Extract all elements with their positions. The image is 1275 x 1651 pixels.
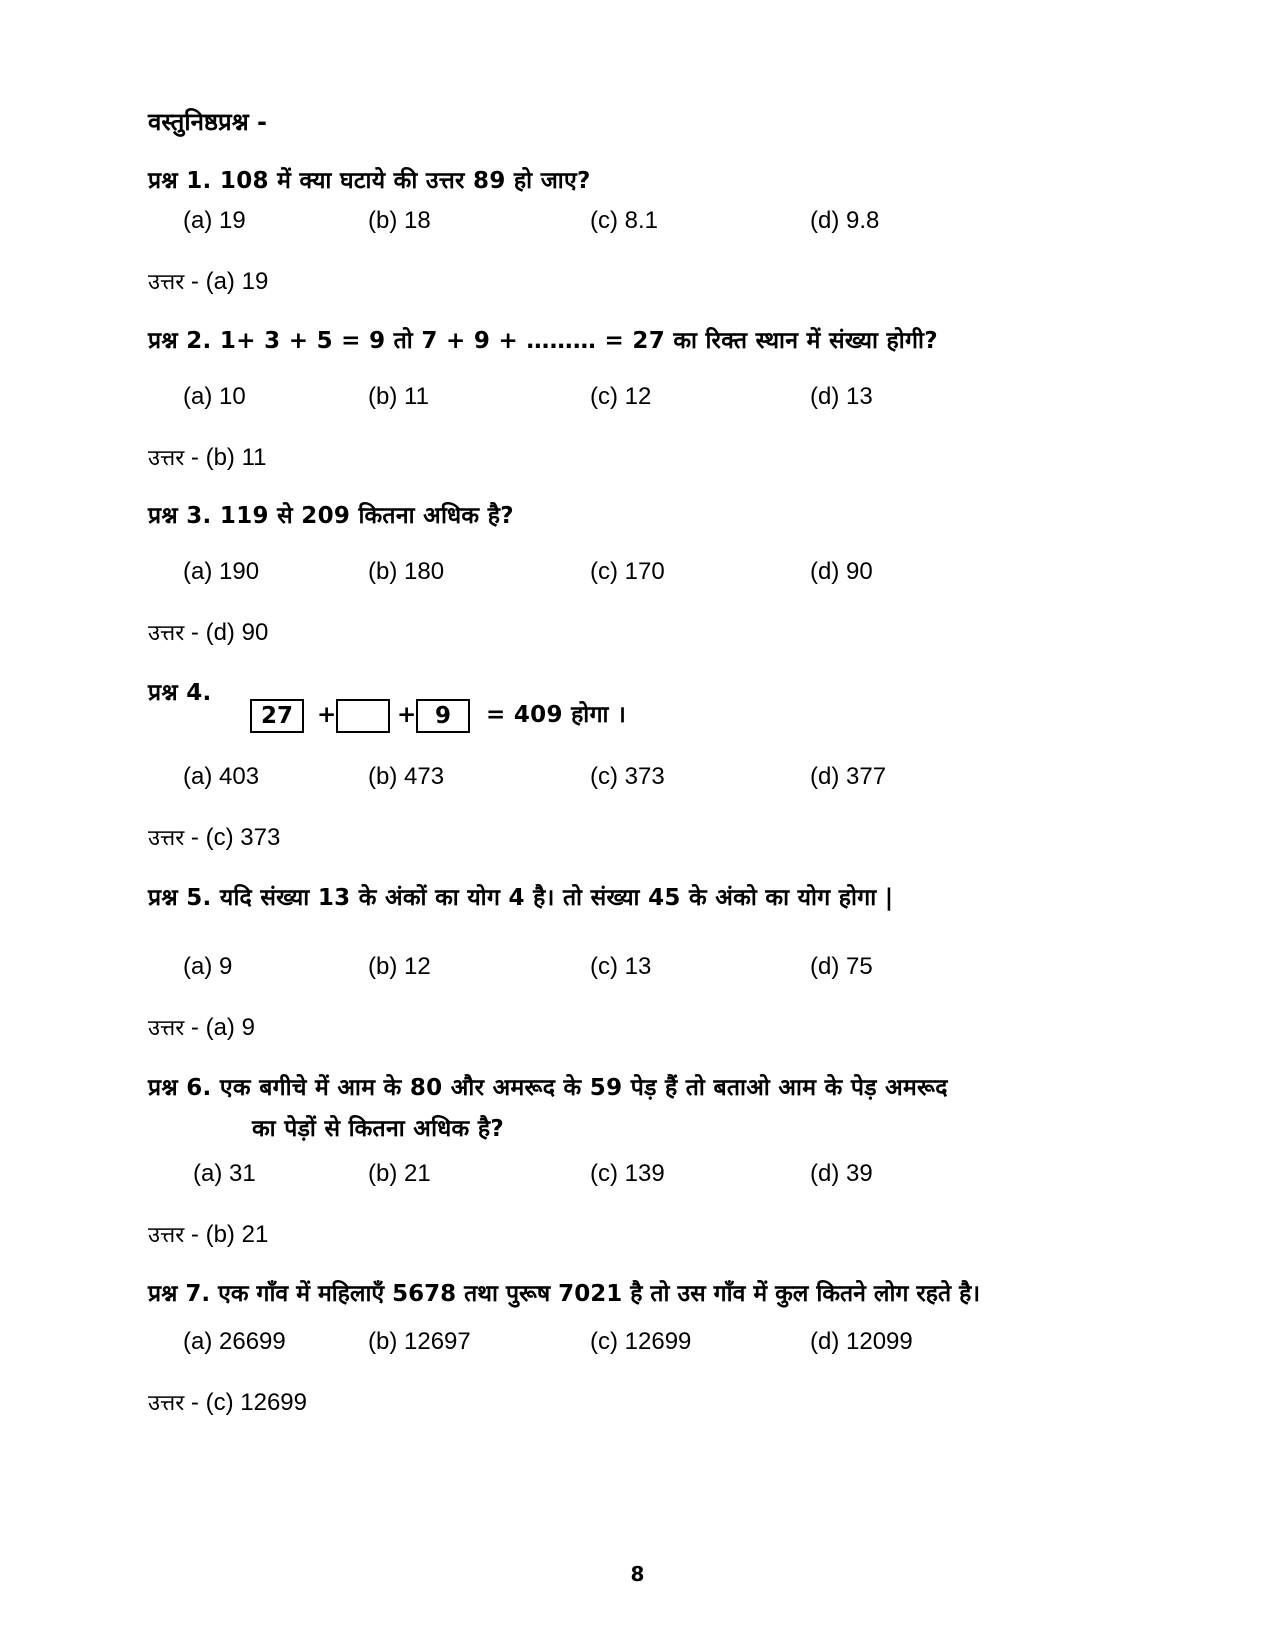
question-3: प्रश्न 3. 119 से 209 कितना अधिक है? [148,503,514,529]
answer-5 [148,1016,255,1040]
question-7: प्रश्न 7. एक गाँव में महिलाएँ 5678 तथा पुरूष 7021 है तो उस गाँव में कुल कितने लोग रहते है। [148,1281,981,1307]
answer-3 [148,621,268,645]
question-1: प्रश्न 1. 108 में क्या घटाये की उत्तर 89 हो जाए? [148,168,591,194]
question-6: प्रश्न 6. एक बगीचे में आम के 80 और अमरूद के 59 पेड़ हैं तो बताओ आम के पेड़ अमरूद [148,1075,948,1101]
option-d: (d) 377 [810,763,887,790]
option-a: (a) 19 [183,207,246,234]
option-a: (a) 31 [193,1160,256,1187]
answer-value: - (a) 9 [184,1014,255,1041]
answer-4 [148,826,280,850]
plus-sign: + [317,702,337,728]
option-c: (c) 373 [590,763,665,790]
question-4-prefix: प्रश्न 4. [148,680,212,706]
answer-label: उत्तर [148,826,185,851]
option-b: (b) 18 [368,207,431,234]
answer-2 [148,446,267,470]
option-d: (d) 12099 [810,1328,913,1355]
blank-box-2 [336,699,390,733]
question-6-continued: का पेड़ों से कितना अधिक है? [252,1116,504,1142]
option-c: (c) 12699 [590,1328,692,1355]
question-5: प्रश्न 5. यदि संख्या 13 के अंकों का योग 4 है। तो संख्या 45 के अंको का योग होगा | [148,885,894,911]
option-c: (c) 170 [590,558,665,585]
answer-label: उत्तर [148,1223,185,1248]
option-a: (a) 26699 [183,1328,286,1355]
option-c: (c) 8.1 [590,207,659,234]
answer-1 [148,270,268,294]
answer-value: - (b) 11 [184,444,267,471]
option-c: (c) 13 [590,953,652,980]
answer-value: - (c) 373 [184,824,281,851]
option-d: (d) 39 [810,1160,873,1187]
option-a: (a) 9 [183,953,233,980]
option-b: (b) 11 [368,383,429,410]
answer-label: उत्तर [148,446,185,471]
answer-7 [148,1391,307,1415]
option-b: (b) 12 [368,953,431,980]
option-a: (a) 190 [183,558,260,585]
answer-label: उत्तर [148,1391,185,1416]
page-number: 8 [630,1562,645,1586]
option-d: (d) 9.8 [810,207,880,234]
option-b: (b) 180 [368,558,445,585]
answer-label: उत्तर [148,1016,185,1041]
blank-box-3: 9 [416,699,470,733]
option-d: (d) 13 [810,383,873,410]
option-d: (d) 75 [810,953,873,980]
option-d: (d) 90 [810,558,873,585]
question-2: प्रश्न 2. 1+ 3 + 5 = 9 तो 7 + 9 + ……… = 27 का रिक्त स्थान में संख्या होगी? [148,328,938,354]
option-c: (c) 12 [590,383,652,410]
question-4-suffix: = 409 होगा । [486,702,627,728]
answer-value: - (c) 12699 [184,1389,307,1416]
option-b: (b) 21 [368,1160,431,1187]
option-a: (a) 403 [183,763,260,790]
answer-value: - (d) 90 [184,619,269,646]
option-a: (a) 10 [183,383,246,410]
option-c: (c) 139 [590,1160,665,1187]
answer-label: उत्तर [148,270,185,295]
answer-value: - (b) 21 [184,1221,269,1248]
plus-sign: + [397,702,417,728]
answer-label: उत्तर [148,621,185,646]
answer-value: - (a) 19 [184,268,269,295]
option-b: (b) 12697 [368,1328,471,1355]
section-heading: वस्तुनिष्ठप्रश्न - [148,108,267,136]
blank-box-1: 27 [250,699,304,733]
answer-6 [148,1223,268,1247]
option-b: (b) 473 [368,763,445,790]
